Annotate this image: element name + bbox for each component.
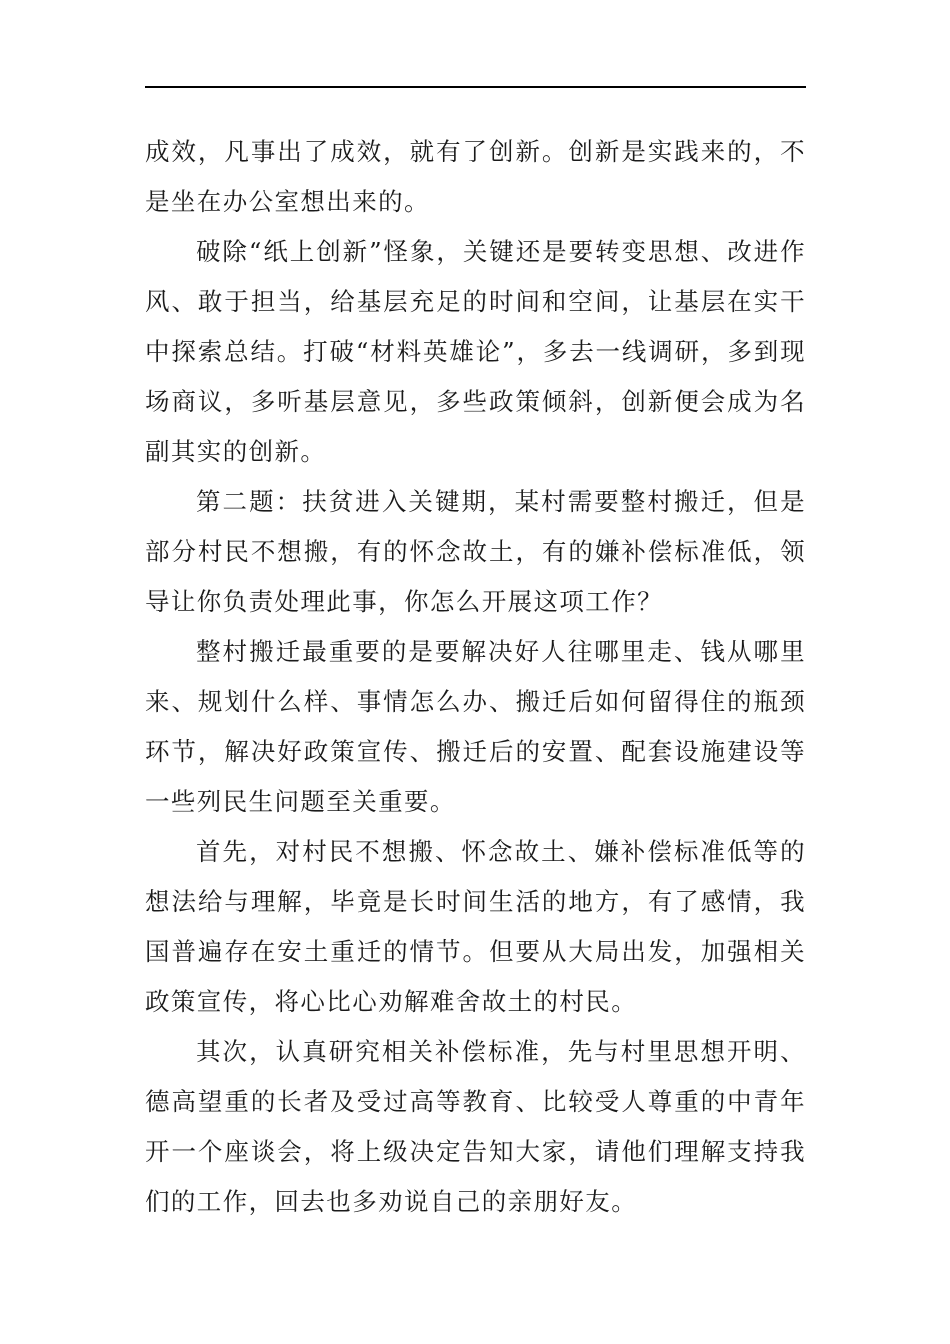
paragraph-2: 破除“纸上创新”怪象，关键还是要转变思想、改进作风、敢于担当，给基层充足的时间和空间，让基层在实干中探索总结。打破“材料英雄论”，多去一线调研，多到现场商议，多听基层意见，多些政策倾斜，创新便会成为名副其实的创新。 (145, 237, 806, 466)
body-text (145, 127, 806, 1227)
paragraph-1: 成效，凡事出了成效，就有了创新。创新是实践来的，不是坐在办公室想出来的。 (145, 137, 806, 216)
paragraph-5: 首先，对村民不想搬、怀念故土、嫌补偿标准低等的想法给与理解，毕竟是长时间生活的地方，有了感情，我国普遍存在安土重迁的情节。但要从大局出发，加强相关政策宣传，将心比心劝解难舍故土的村民。 (145, 837, 806, 1016)
question-paragraph: 第二题：扶贫进入关键期，某村需要整村搬迁，但是部分村民不想搬，有的怀念故土，有的嫌补偿标准低，领导让你负责处理此事，你怎么开展这项工作？ (145, 487, 806, 616)
paragraph-4: 整村搬迁最重要的是要解决好人往哪里走、钱从哪里来、规划什么样、事情怎么办、搬迁后如何留得住的瓶颈环节，解决好政策宣传、搬迁后的安置、配套设施建设等一些列民生问题至关重要。 (145, 637, 806, 816)
paragraph-6: 其次，认真研究相关补偿标准，先与村里思想开明、德高望重的长者及受过高等教育、比较受人尊重的中青年开一个座谈会，将上级决定告知大家，请他们理解支持我们的工作，回去也多劝说自己的亲朋好友。 (145, 1037, 806, 1216)
header-rule (145, 86, 806, 88)
